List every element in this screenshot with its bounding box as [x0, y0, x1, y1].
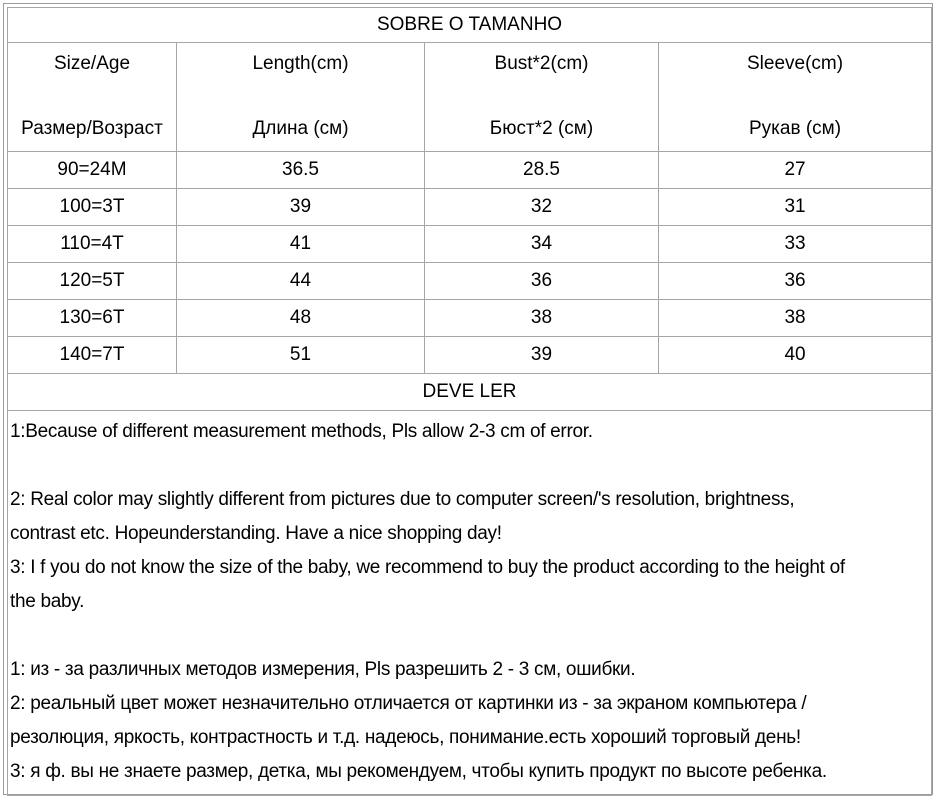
cell-sleeve: 40: [659, 337, 932, 374]
cell-length: 39: [177, 189, 425, 226]
cell-size: 100=3T: [8, 189, 177, 226]
cell-bust: 32: [425, 189, 659, 226]
note-line: 1:Because of different measurement methods, Pls allow 2-3 cm of error.: [10, 421, 593, 442]
header-size-age: [8, 43, 177, 152]
note-line: 3: я ф. вы не знаете размер, детка, мы рекомендуем, чтобы купить продукт по высоте ребенка.: [10, 761, 827, 782]
cell-length: 41: [177, 226, 425, 263]
size-chart-table: [7, 7, 932, 796]
cell-bust: 36: [425, 263, 659, 300]
header-ru: Рукав (см): [748, 118, 842, 139]
note-spacer: [10, 619, 931, 653]
note-spacer: [10, 449, 931, 483]
header-bust: [425, 43, 659, 152]
cell-bust: 34: [425, 226, 659, 263]
note-line: 3: I f you do not know the size of the baby, we recommend to buy the product according to the height of: [10, 557, 845, 578]
table-row: [8, 337, 932, 374]
cell-bust: 38: [425, 300, 659, 337]
table-row: [8, 189, 932, 226]
table-title: SOBRE O TAMANHO: [8, 8, 932, 43]
header-row: [8, 43, 932, 152]
notes-section: [8, 411, 932, 796]
cell-sleeve: 31: [659, 189, 932, 226]
header-en: Sleeve(cm): [746, 53, 844, 74]
cell-bust: 28.5: [425, 152, 659, 189]
header-en: Size/Age: [53, 53, 131, 74]
note-line: contrast etc. Hopeunderstanding. Have a nice shopping day!: [10, 523, 502, 544]
table-row: [8, 300, 932, 337]
cell-sleeve: 36: [659, 263, 932, 300]
note-line: 1: из - за различных методов измерения, Pls разрешить 2 - 3 см, ошибки.: [10, 659, 636, 680]
cell-size: 120=5T: [8, 263, 177, 300]
table-row: [8, 152, 932, 189]
note-line: резолюция, яркость, контрастность и т.д. надеюсь, понимание.есть хороший торговый день!: [10, 727, 801, 748]
cell-size: 90=24M: [8, 152, 177, 189]
cell-sleeve: 27: [659, 152, 932, 189]
header-length: [177, 43, 425, 152]
cell-length: 51: [177, 337, 425, 374]
header-ru: Бюст*2 (см): [489, 118, 594, 139]
note-line: 2: реальный цвет может незначительно отличается от картинки из - за экраном компьютера /: [10, 693, 807, 714]
cell-bust: 39: [425, 337, 659, 374]
cell-length: 48: [177, 300, 425, 337]
header-ru: Длина (см): [252, 118, 349, 139]
cell-size: 130=6T: [8, 300, 177, 337]
notes-title: DEVE LER: [8, 374, 932, 411]
header-en: Length(cm): [252, 53, 349, 74]
cell-sleeve: 33: [659, 226, 932, 263]
cell-sleeve: 38: [659, 300, 932, 337]
header-ru: Размер/Возраст: [21, 118, 163, 139]
cell-length: 44: [177, 263, 425, 300]
note-line: 2: Real color may slightly different from pictures due to computer screen/'s resolution, brightness,: [10, 489, 795, 510]
cell-length: 36.5: [177, 152, 425, 189]
cell-size: 140=7T: [8, 337, 177, 374]
note-line: the baby.: [10, 591, 85, 612]
header-sleeve: [659, 43, 932, 152]
cell-size: 110=4T: [8, 226, 177, 263]
table-row: [8, 263, 932, 300]
table-row: [8, 226, 932, 263]
header-en: Bust*2(cm): [494, 53, 589, 74]
